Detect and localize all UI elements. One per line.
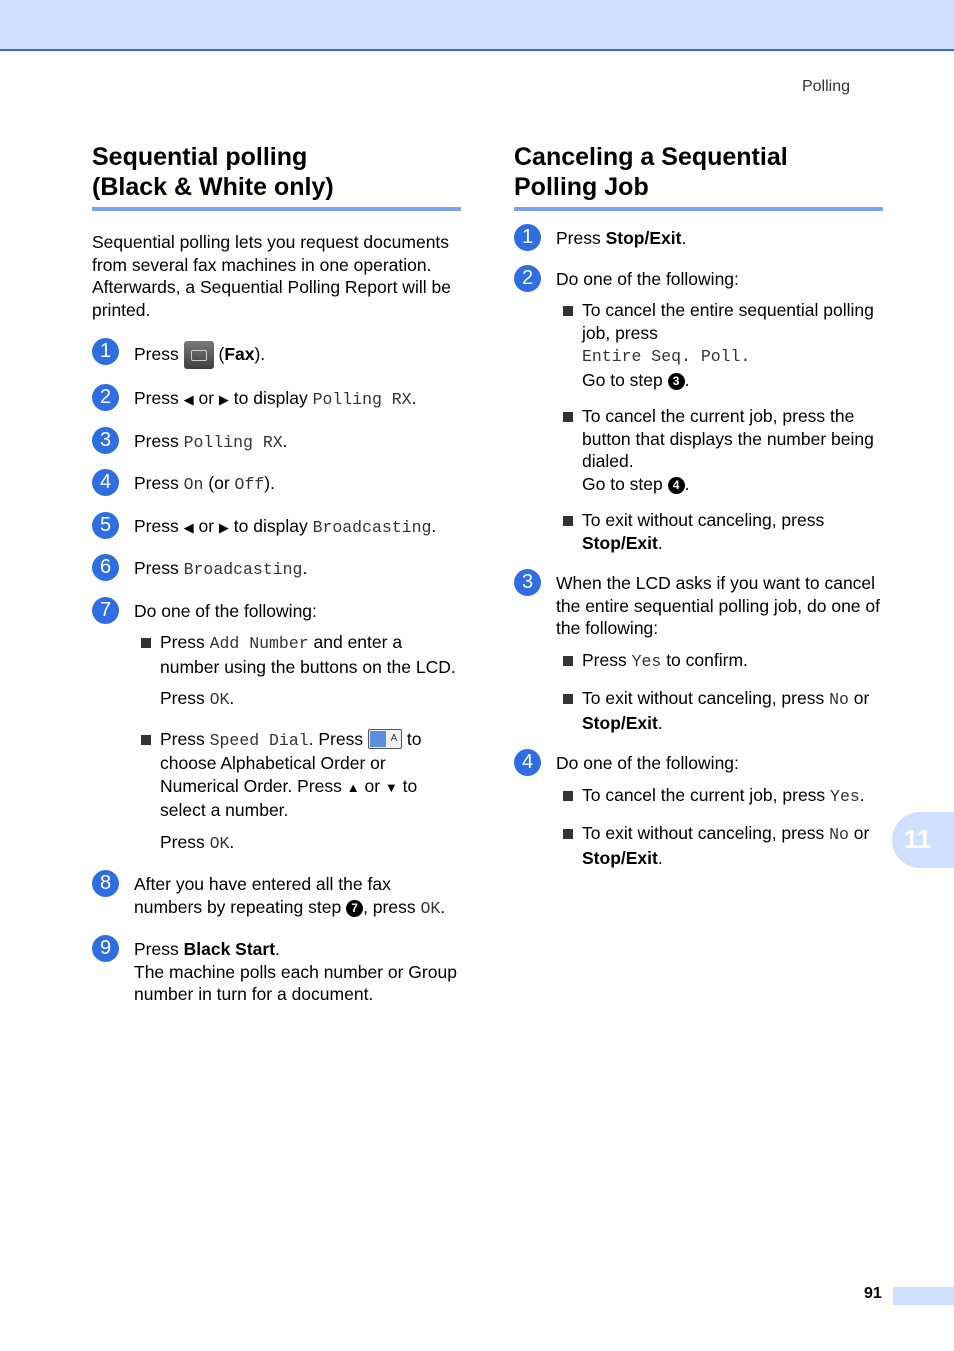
list-item: To cancel the current job, press Yes.: [556, 784, 883, 809]
step-number: 2: [92, 384, 119, 411]
right-step-3: 3 When the LCD asks if you want to cancel the entire sequential polling job, do one of the following: Press Yes to confirm. To exit without canceling, press No or Stop/Exit.: [514, 572, 883, 734]
step2-bullets: [556, 299, 883, 554]
left-step-2: 2 Press ◀ or ▶ to display Polling RX.: [92, 387, 461, 412]
right-title-line2: Polling Job: [514, 173, 649, 201]
left-step-8: 8 After you have entered all the fax numbers by repeating step 7 , press OK.: [92, 873, 461, 920]
right-section-title: [514, 142, 883, 211]
list-item: To exit without canceling, press No or Stop/Exit.: [556, 822, 883, 869]
alphabetical-order-button-icon: A: [368, 729, 402, 749]
intro-paragraph: Sequential polling lets you request documents from several fax machines in one operation. Afterwards, a Sequential Polling Report will be printed.: [92, 232, 451, 320]
left-column: [92, 142, 461, 1024]
right-step-2: 2 Do one of the following: To cancel the entire sequential polling job, press Entire Seq. Poll. Go to step 3 . To cancel the current job, press the button that displays the number being dialed. Go to step 4 . To exit without canceling, press Stop/Exit.: [514, 268, 883, 555]
list-item: Press Yes to confirm.: [556, 649, 883, 674]
top-banner: [0, 0, 954, 51]
list-item: To cancel the current job, press the button that displays the number being dialed. Go to step 4 .: [556, 405, 883, 495]
right-steps: [514, 227, 883, 869]
fax-button-icon: [184, 341, 214, 369]
chapter-tab: [892, 812, 954, 868]
step7-bullets: [134, 631, 461, 855]
step-number: 4: [514, 749, 541, 776]
step-number: 7: [92, 597, 119, 624]
right-column: [514, 142, 883, 887]
step4-bullets: [556, 784, 883, 870]
left-step-1: 1 Press (Fax).: [92, 341, 461, 369]
list-item: Press Add Number and enter a number using the buttons on the LCD. Press OK.: [134, 631, 461, 712]
step-number: 6: [92, 554, 119, 581]
left-arrow-icon: ◀: [183, 519, 194, 535]
left-step-6: 6 Press Broadcasting.: [92, 557, 461, 582]
right-arrow-icon: ▶: [218, 392, 229, 407]
step-number: 9: [92, 935, 119, 962]
step-number: 8: [92, 870, 119, 897]
right-title-line1: Canceling a Sequential: [514, 143, 788, 171]
right-arrow-icon: ▶: [218, 519, 229, 535]
step-number: 3: [514, 569, 541, 596]
left-step-4: 4 Press On (or Off).: [92, 472, 461, 497]
step-number: 4: [92, 469, 119, 496]
left-step-9: 9 Press Black Start. The machine polls each number or Group number in turn for a document.: [92, 938, 461, 1006]
step3-bullets: [556, 649, 883, 735]
step-number: 5: [92, 512, 119, 539]
list-item: To cancel the entire sequential polling job, press Entire Seq. Poll. Go to step 3 .: [556, 299, 883, 391]
left-title-line1: Sequential polling: [92, 143, 308, 171]
left-steps: [92, 341, 461, 1006]
left-step-3: 3 Press Polling RX.: [92, 430, 461, 455]
chapter-number: 11: [904, 824, 932, 854]
step-number: 2: [514, 265, 541, 292]
list-item: To exit without canceling, press No or Stop/Exit.: [556, 687, 883, 734]
left-step-5: 5 Press ◀ or ▶ to display Broadcasting.: [92, 515, 461, 540]
left-title-line2: (Black & White only): [92, 173, 334, 201]
left-arrow-icon: ◀: [183, 392, 194, 407]
up-arrow-icon: ▲: [346, 779, 360, 795]
list-item: Press Speed Dial. Press A to choose Alphabetical Order or Numerical Order. Press ▲ or ▼ to select a number. Press OK.: [134, 728, 461, 856]
step-reference: 4: [668, 477, 685, 494]
step-number: 3: [92, 427, 119, 454]
step-reference: 7: [346, 900, 363, 917]
running-header: Polling: [801, 78, 850, 95]
step-reference: 3: [668, 373, 685, 390]
page-number-bar: [893, 1287, 954, 1305]
down-arrow-icon: ▼: [384, 779, 398, 795]
left-section-title: [92, 142, 461, 211]
right-step-1: 1 Press Stop/Exit.: [514, 227, 883, 250]
left-step-7: 7 Do one of the following: Press Add Number and enter a number using the buttons on the LCD. Press OK. Press Speed Dial. Press A to choose Alphabetical Order or Numerical Order. Press ▲ or ▼ to select a number. Press OK.: [92, 600, 461, 856]
step-number: 1: [92, 338, 119, 365]
list-item: To exit without canceling, press Stop/Exit.: [556, 509, 883, 554]
step-number: 1: [514, 224, 541, 251]
right-step-4: 4 Do one of the following: To cancel the current job, press Yes. To exit without canceling, press No or Stop/Exit.: [514, 752, 883, 869]
page-number: 91: [864, 1285, 882, 1302]
